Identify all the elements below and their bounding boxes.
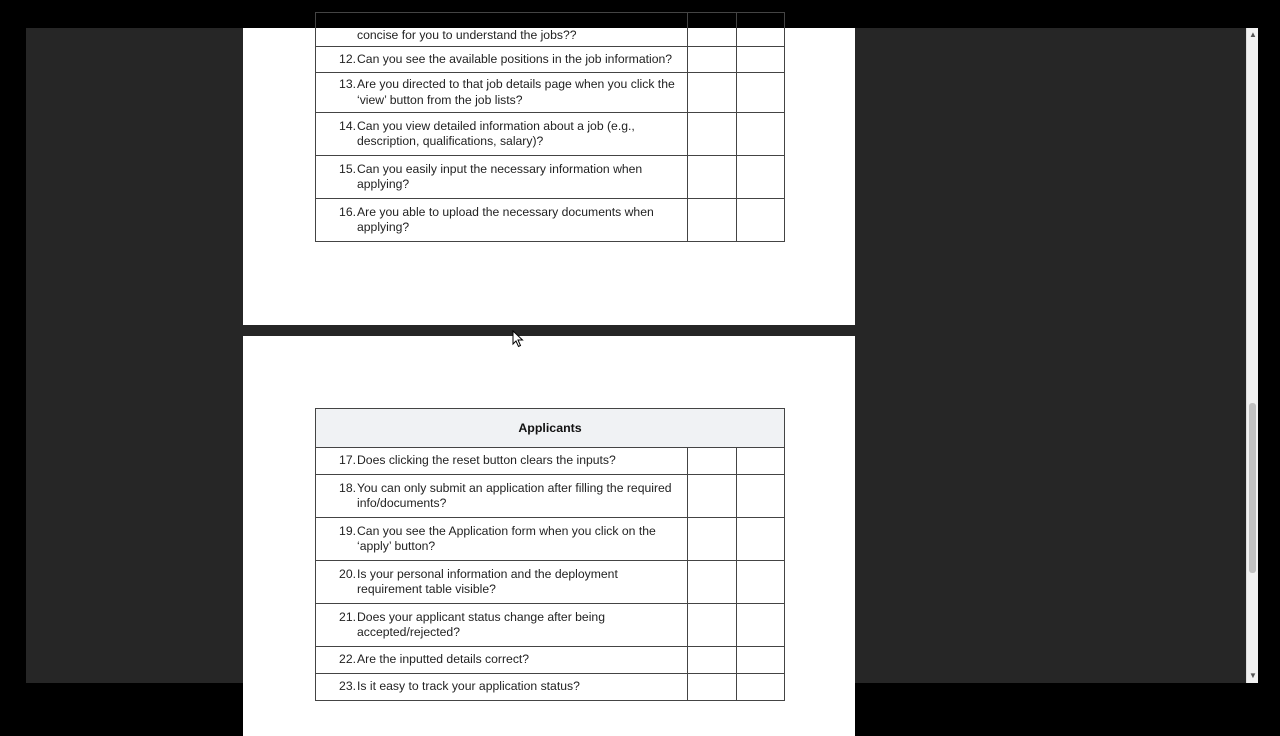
table-row <box>316 13 785 47</box>
section-title: Applicants <box>316 409 785 448</box>
answer-cell-no[interactable] <box>737 647 785 674</box>
question-number: 14. <box>339 118 356 133</box>
answer-cell-no[interactable] <box>737 156 785 199</box>
questionnaire-table-2 <box>315 408 785 701</box>
question-number: 17. <box>339 453 356 468</box>
table-row <box>316 156 785 199</box>
question-number: 15. <box>339 161 356 176</box>
question-number: 23. <box>339 679 356 694</box>
pdf-page-1 <box>243 28 855 325</box>
answer-cell-yes[interactable] <box>688 561 737 604</box>
table-row <box>316 561 785 604</box>
question-number: 19. <box>339 523 356 538</box>
answer-cell-no[interactable] <box>737 73 785 113</box>
pdf-page-2 <box>243 336 855 736</box>
answer-cell-yes[interactable] <box>688 475 737 518</box>
question-text: Is it easy to track your application status? <box>357 679 580 694</box>
table-row <box>316 73 785 113</box>
answer-cell-yes[interactable] <box>688 156 737 199</box>
vertical-scrollbar[interactable] <box>1246 28 1258 683</box>
table-row <box>316 199 785 242</box>
question-text: Are you directed to that job details page when you click the ‘view’ button from the job lists? <box>357 77 675 107</box>
mouse-cursor-icon <box>512 330 524 348</box>
answer-cell-yes[interactable] <box>688 199 737 242</box>
table-row <box>316 448 785 475</box>
answer-cell-yes[interactable] <box>688 448 737 475</box>
question-text: Can you see the available positions in the job information? <box>357 51 673 66</box>
question-text: Can you view detailed information about a job (e.g., description, qualifications, salary)? <box>357 118 635 148</box>
scroll-up-icon[interactable]: ▲ <box>1249 30 1257 39</box>
answer-cell-yes[interactable] <box>688 73 737 113</box>
question-text: Are the inputted details correct? <box>357 652 530 667</box>
table-row <box>316 113 785 156</box>
table-row <box>316 47 785 73</box>
answer-cell-no[interactable] <box>737 113 785 156</box>
question-text: Can you see the Application form when you click on the ‘apply’ button? <box>357 523 656 553</box>
table-row <box>316 674 785 701</box>
question-text: Does your applicant status change after being accepted/rejected? <box>357 609 605 639</box>
answer-cell-no[interactable] <box>737 518 785 561</box>
pdf-viewer[interactable] <box>26 27 1258 694</box>
answer-cell-yes[interactable] <box>688 518 737 561</box>
answer-cell-no[interactable] <box>737 448 785 475</box>
question-text: You can only submit an application after filling the required info/documents? <box>357 480 672 510</box>
answer-cell-no[interactable] <box>737 674 785 701</box>
question-text: Are you able to upload the necessary documents when applying? <box>357 204 654 234</box>
answer-cell-yes[interactable] <box>688 113 737 156</box>
table-row <box>316 647 785 674</box>
question-text: Can you easily input the necessary information when applying? <box>357 161 643 191</box>
question-number: 22. <box>339 652 356 667</box>
question-text: concise for you to understand the jobs?? <box>357 27 577 42</box>
question-number: 20. <box>339 566 356 581</box>
answer-cell-yes[interactable] <box>688 604 737 647</box>
answer-cell-yes[interactable] <box>688 647 737 674</box>
answer-cell-no[interactable] <box>737 13 785 47</box>
question-number: 13. <box>339 77 356 91</box>
question-number: 16. <box>339 204 356 219</box>
scroll-thumb[interactable] <box>1249 403 1256 573</box>
answer-cell-no[interactable] <box>737 47 785 73</box>
answer-cell-yes[interactable] <box>688 47 737 73</box>
answer-cell-yes[interactable] <box>688 674 737 701</box>
question-number: 12. <box>339 51 356 66</box>
question-text: Does clicking the reset button clears the inputs? <box>357 453 616 468</box>
table-row <box>316 518 785 561</box>
answer-cell-no[interactable] <box>737 475 785 518</box>
answer-cell-no[interactable] <box>737 199 785 242</box>
answer-cell-yes[interactable] <box>688 13 737 47</box>
question-number: 18. <box>339 480 356 495</box>
questionnaire-table-1 <box>315 12 785 242</box>
table-row <box>316 475 785 518</box>
scroll-down-icon[interactable]: ▼ <box>1249 671 1257 680</box>
table-row <box>316 604 785 647</box>
question-number <box>316 28 356 44</box>
answer-cell-no[interactable] <box>737 561 785 604</box>
question-number: 21. <box>339 609 356 624</box>
question-text: Is your personal information and the deployment requirement table visible? <box>357 566 618 596</box>
answer-cell-no[interactable] <box>737 604 785 647</box>
